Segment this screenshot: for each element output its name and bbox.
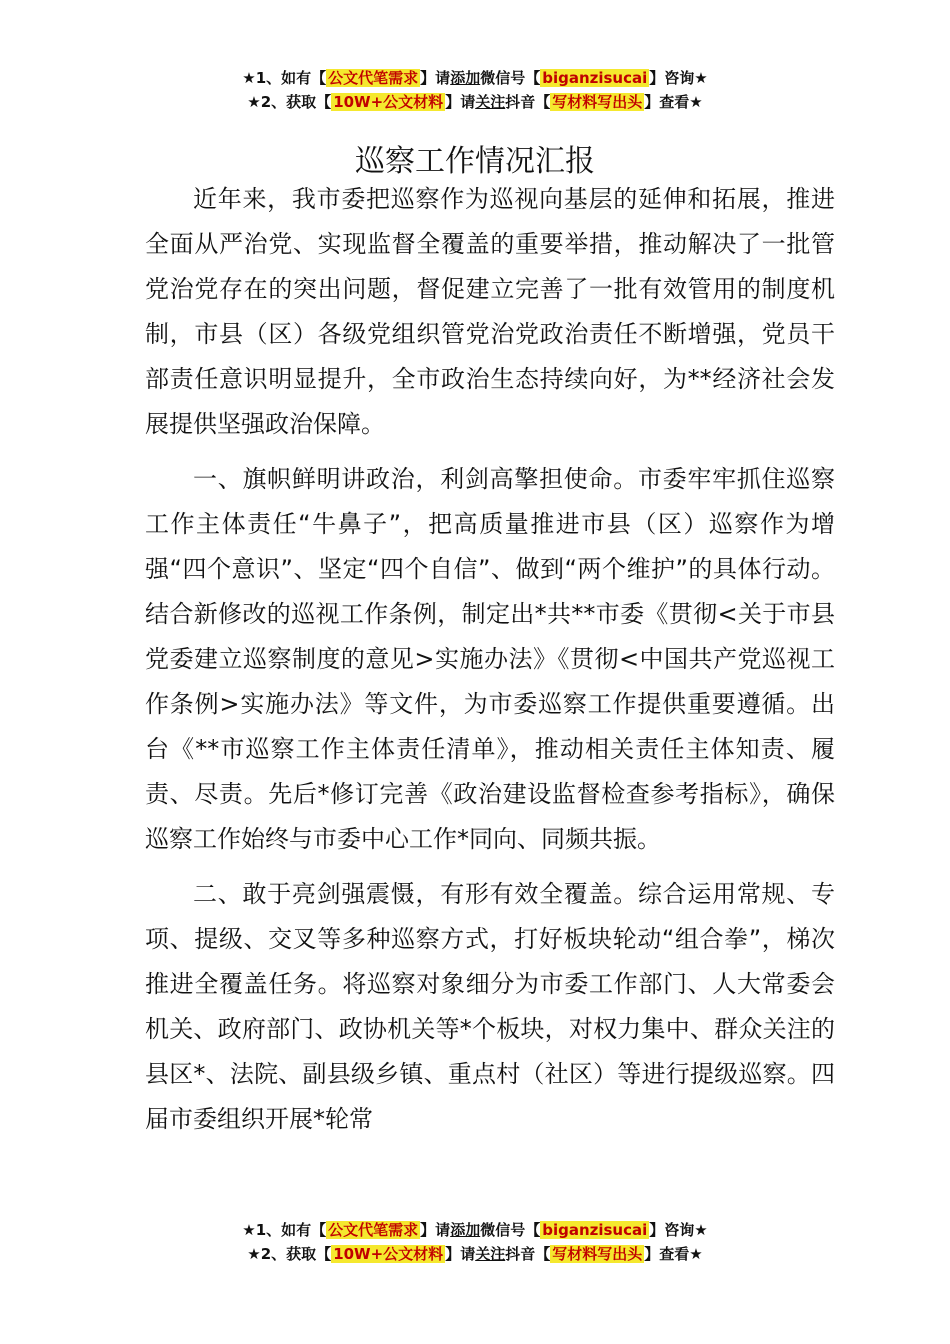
banner-underline: 关注 <box>475 93 506 111</box>
footer-banner <box>0 1218 950 1266</box>
banner-line-1 <box>0 1218 950 1242</box>
banner-underline: 添加 <box>450 69 481 87</box>
header-banner <box>0 66 950 114</box>
banner-text: 】请 <box>445 93 476 111</box>
banner-highlight: 写材料写出头 <box>552 93 643 111</box>
paragraph-section-1: 一、旗帜鲜明讲政治，利剑高擎担使命。市委牢牢抓住巡察工作主体责任“牛鼻子”，把高质量推进市县（区）巡察作为增强“四个意识”、坚定“四个自信”、做到“两个维护”的具体行动。结合新修改的巡视工作条例，制定出*共**市委《贯彻<关于市县党委建立巡察制度的意见>实施办法》《贯彻<中国共产党巡视工作条例>实施办法》等文件，为市委巡察工作提供重要遵循。出台《**市巡察工作主体责任清单》，推动相关责任主体知责、履责、尽责。先后*修订完善《政治建设监督检查参考指标》，确保巡察工作始终与市委中心工作*同向、同频共振。 <box>145 465 835 853</box>
banner-underline: 关注 <box>475 1245 506 1263</box>
banner-text: 】请 <box>445 1245 476 1263</box>
paragraph-section-2: 二、敢于亮剑强震慑，有形有效全覆盖。综合运用常规、专项、提级、交叉等多种巡察方式，打好板块轮动“组合拳”，梯次推进全覆盖任务。将巡察对象细分为市委工作部门、人大常委会机关、政府部门、政协机关等*个板块，对权力集中、群众关注的县区*、法院、副县级乡镇、重点村（社区）等进行提级巡察。四届市委组织开展*轮常 <box>145 880 835 1133</box>
banner-text: 抖音【 <box>505 1245 551 1263</box>
banner-highlight: 公文代笔需求 <box>328 69 419 87</box>
banner-line-2 <box>0 1242 950 1266</box>
banner-line-1 <box>0 66 950 90</box>
banner-underline: 添加 <box>450 1221 481 1239</box>
banner-text: 】请 <box>420 1221 451 1239</box>
banner-text: 微信号【 <box>480 69 541 87</box>
banner-line-2 <box>0 90 950 114</box>
banner-text: 】请 <box>420 69 451 87</box>
paragraph-intro: 近年来，我市委把巡察作为巡视向基层的延伸和拓展，推进全面从严治党、实现监督全覆盖的重要举措，推动解决了一批管党治党存在的突出问题，督促建立完善了一批有效管用的制度机制，市县（区）各级党组织管党治党政治责任不断增强，党员干部责任意识明显提升，全市政治生态持续向好，为**经济社会发展提供坚强政治保障。 <box>145 185 835 438</box>
banner-text: ★1、如有【 <box>242 1221 327 1239</box>
banner-text: 抖音【 <box>505 93 551 111</box>
banner-text: 】咨询★ <box>649 69 708 87</box>
banner-text: ★2、获取【 <box>247 93 332 111</box>
banner-text: 微信号【 <box>480 1221 541 1239</box>
banner-highlight: 公文代笔需求 <box>328 1221 419 1239</box>
banner-text: 】查看★ <box>644 93 703 111</box>
banner-highlight: biganzisucai <box>542 1221 648 1239</box>
banner-highlight: 10W+公文材料 <box>333 1245 444 1263</box>
banner-text: ★1、如有【 <box>242 69 327 87</box>
document-title: 巡察工作情况汇报 <box>355 144 595 180</box>
document-body <box>145 177 835 1152</box>
banner-highlight: 10W+公文材料 <box>333 93 444 111</box>
banner-text: ★2、获取【 <box>247 1245 332 1263</box>
banner-text: 】查看★ <box>644 1245 703 1263</box>
banner-highlight: 写材料写出头 <box>552 1245 643 1263</box>
banner-highlight: biganzisucai <box>542 69 648 87</box>
banner-text: 】咨询★ <box>649 1221 708 1239</box>
